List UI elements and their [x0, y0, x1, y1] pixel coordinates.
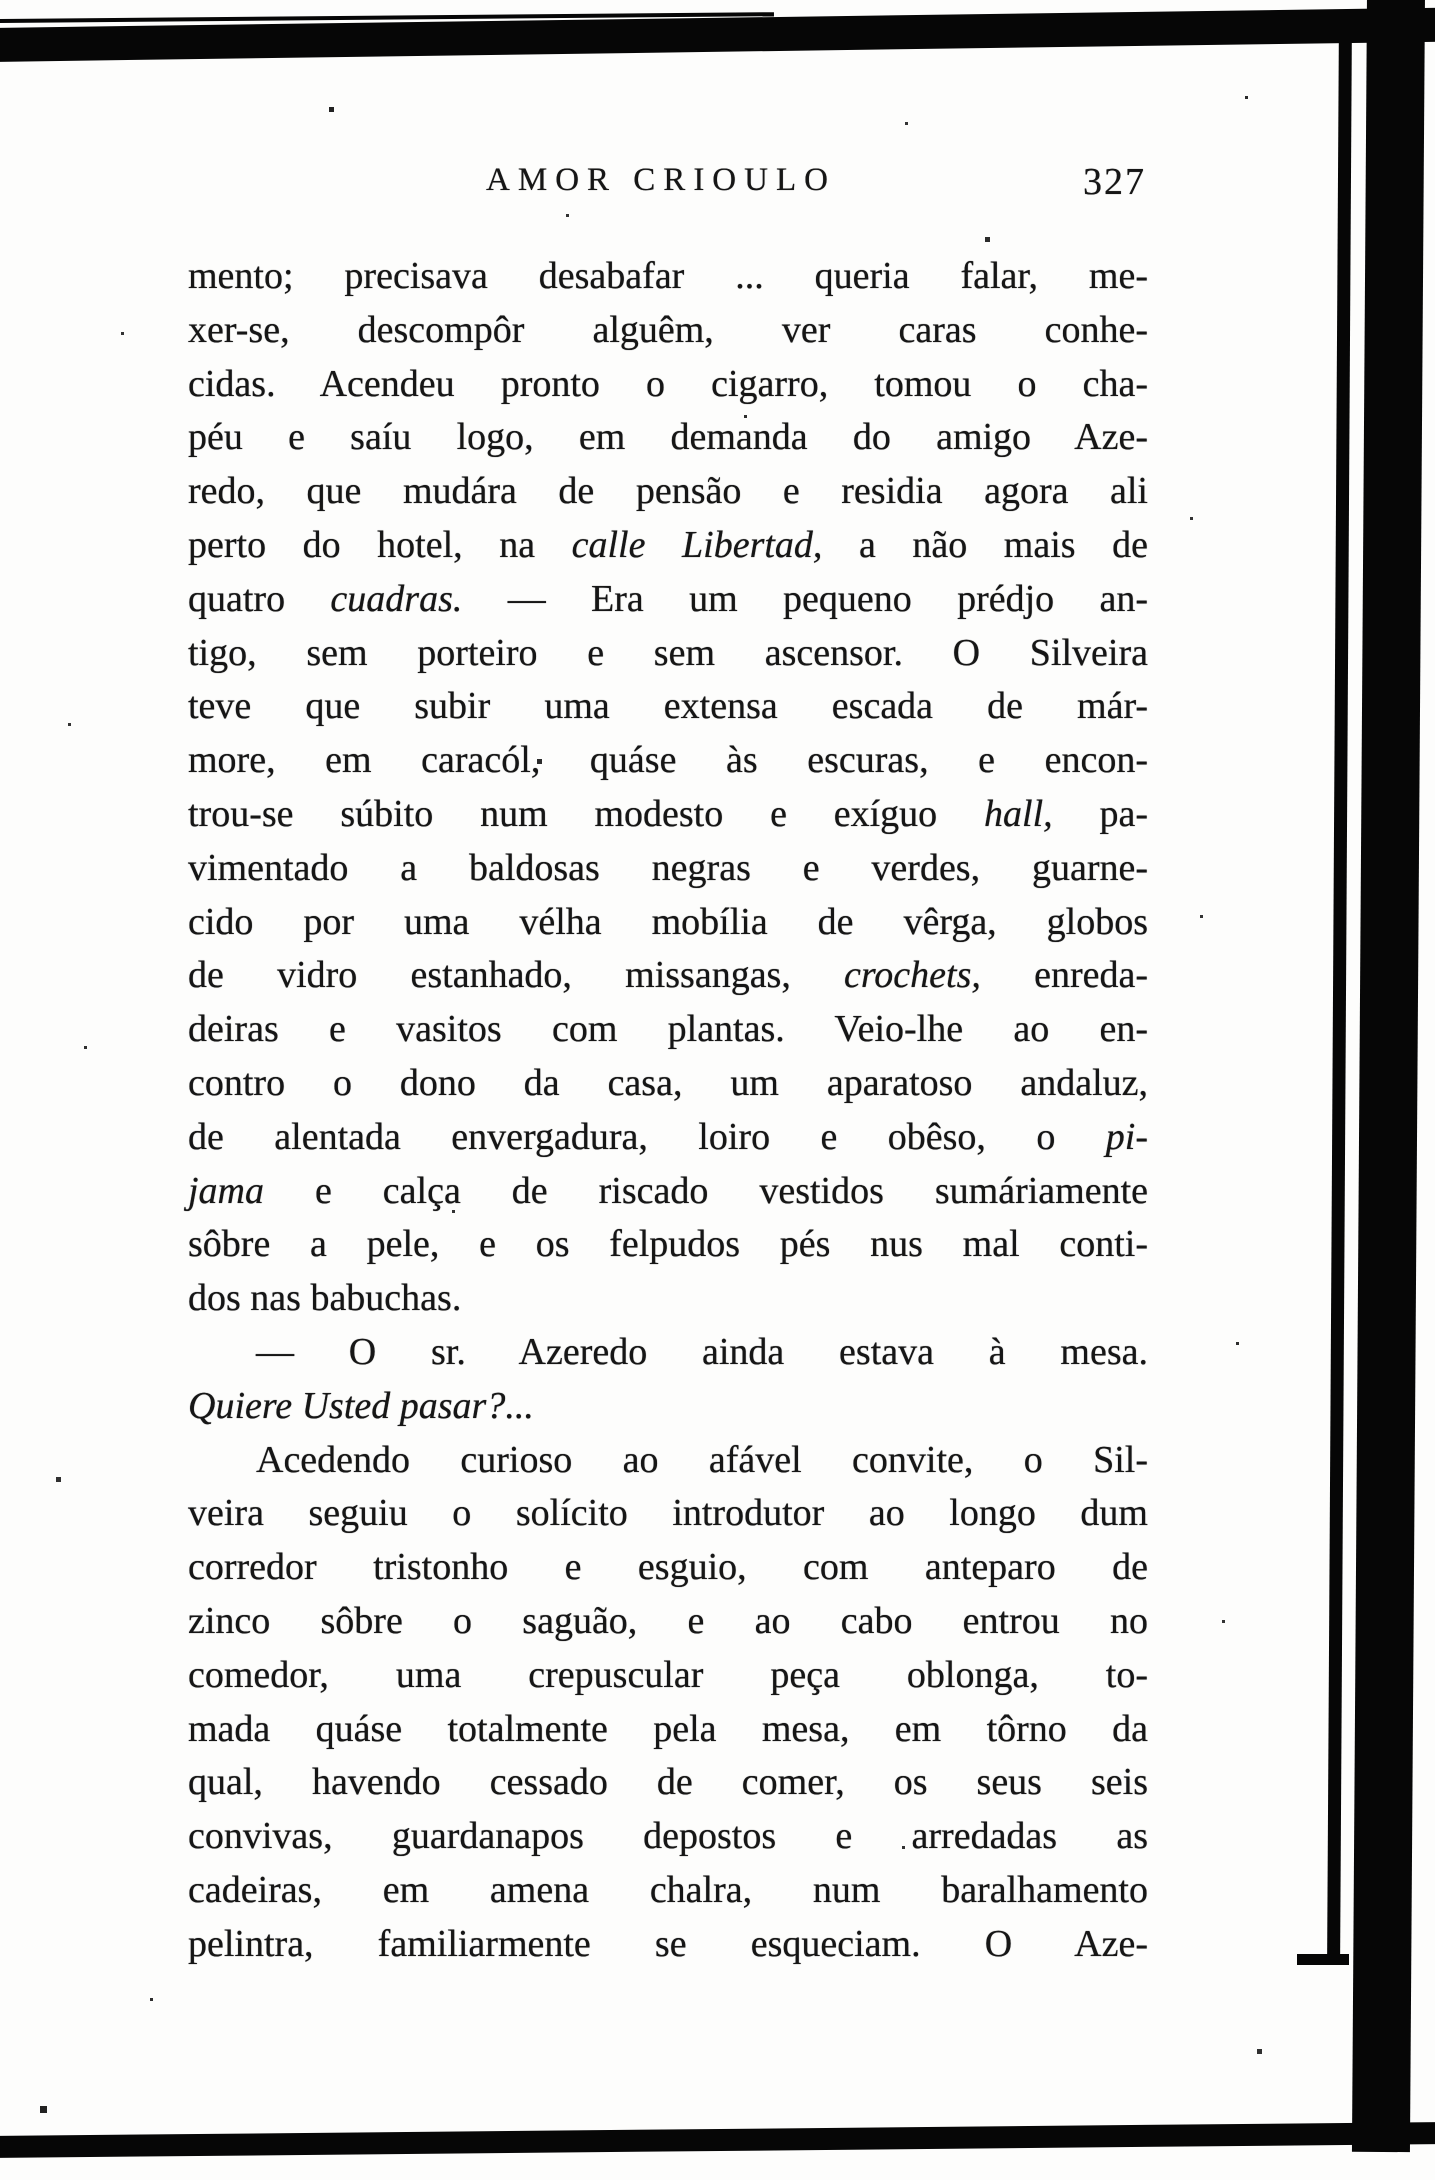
- text-line: péu e saíu logo, em demanda do amigo Aze-: [188, 416, 1148, 459]
- text-line: more, em caracól, quáse às escuras, e encon-: [188, 739, 1148, 782]
- text-line: contro o dono da casa, um aparatoso andaluz,: [188, 1061, 1148, 1104]
- text-line: mada quáse totalmente pela mesa, em tôrno da: [188, 1707, 1148, 1750]
- text-line: qual, havendo cessado de comer, os seus seis: [188, 1761, 1148, 1804]
- text-line: de alentada envergadura, loiro e obêso, o pi-: [188, 1115, 1148, 1158]
- text-line: cidas. Acendeu pronto o cigarro, tomou o cha-: [188, 362, 1148, 405]
- spine-foot: [1297, 1954, 1349, 1965]
- text-line: corredor tristonho e esguio, com anteparo de: [188, 1546, 1148, 1589]
- text-line: — O sr. Azeredo ainda estava à mesa.: [256, 1330, 1148, 1373]
- spine-bar-thick: [1352, 0, 1425, 2152]
- text-line: convivas, guardanapos depostos e arredadas as: [188, 1815, 1148, 1858]
- text-line: Quiere Usted pasar?...: [188, 1384, 534, 1427]
- text-line: jama e calça de riscado vestidos sumáriamente: [188, 1169, 1148, 1212]
- scan-noise: [0, 0, 3, 3]
- text-line: quatro cuadras. — Era um pequeno prédjo an-: [188, 577, 1149, 620]
- text-block: [188, 250, 1148, 1972]
- text-line: cadeiras, em amena chalra, num baralhamento: [188, 1868, 1148, 1911]
- text-line: perto do hotel, na calle Libertad, a não mais de: [188, 523, 1148, 566]
- text-line: pelintra, familiarmente se esqueciam. O Aze-: [188, 1922, 1148, 1965]
- text-line: vimentado a baldosas negras e verdes, guarne-: [188, 846, 1148, 889]
- text-line: Acedendo curioso ao afável convite, o Sil-: [256, 1438, 1148, 1481]
- text-line: mento; precisava desabafar ... queria falar, me-: [188, 255, 1148, 297]
- running-header: [188, 162, 1148, 204]
- text-line: xer-se, descompôr alguêm, ver caras conhe-: [188, 308, 1148, 351]
- text-line: zinco sôbre o saguão, e ao cabo entrou no: [188, 1599, 1148, 1642]
- text-line: dos nas babuchas.: [188, 1277, 462, 1320]
- text-line: tigo, sem porteiro e sem ascensor. O Silveira: [188, 631, 1148, 674]
- text-line: comedor, uma crepuscular peça oblonga, to-: [188, 1653, 1148, 1696]
- text-line: veira seguiu o solícito introdutor ao longo dum: [188, 1492, 1148, 1535]
- text-line: cido por uma vélha mobília de vêrga, globos: [188, 900, 1148, 943]
- text-line: sôbre a pele, e os felpudos pés nus mal conti-: [188, 1223, 1148, 1266]
- spine-bar-thin: [1327, 12, 1352, 1962]
- text-line: deiras e vasitos com plantas. Veio-lhe ao en-: [188, 1008, 1148, 1051]
- text-line: redo, que mudára de pensão e residia agora ali: [188, 470, 1148, 513]
- text-line: trou-se súbito num modesto e exíguo hall, pa-: [188, 792, 1148, 835]
- running-title: AMOR CRIOULO: [486, 162, 836, 198]
- text-line: de vidro estanhado, missangas, crochets, enreda-: [188, 954, 1148, 997]
- text-line: teve que subir uma extensa escada de már-: [188, 685, 1148, 728]
- page-number: 327: [1083, 161, 1146, 203]
- bottom-rule: [0, 2122, 1435, 2158]
